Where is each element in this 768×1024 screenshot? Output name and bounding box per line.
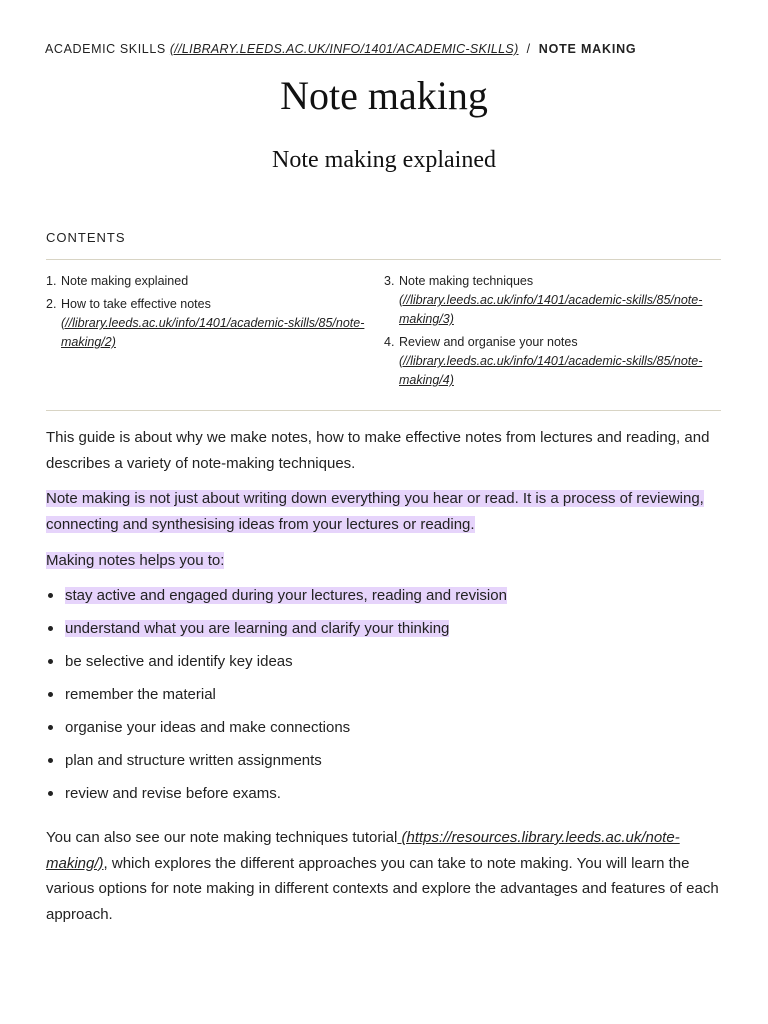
contents-item-number: 1. bbox=[46, 274, 57, 288]
intro-paragraph: This guide is about why we make notes, how to make effective notes from lectures and reading, and describes a variety of note-making techniques. bbox=[46, 429, 710, 472]
contents-column-right bbox=[384, 272, 714, 394]
list-item: be selective and identify key ideas bbox=[46, 649, 726, 682]
helps-intro bbox=[46, 548, 726, 574]
contents-item-link[interactable]: (//library.leeds.ac.uk/info/1401/academic-skills/85/note-making/3) bbox=[399, 293, 703, 326]
highlighted-text: understand what you are learning and clarify your thinking bbox=[65, 620, 450, 637]
contents-item-1 bbox=[46, 272, 376, 291]
highlighted-text: stay active and engaged during your lectures, reading and revision bbox=[65, 587, 507, 604]
highlighted-paragraph bbox=[46, 486, 726, 537]
tutorial-text-before: You can also see our note making techniques tutorial bbox=[46, 829, 398, 846]
breadcrumb-current: NOTE MAKING bbox=[538, 42, 637, 56]
breadcrumb-parent-link[interactable]: (//LIBRARY.LEEDS.AC.UK/INFO/1401/ACADEMIC-SKILLS) bbox=[169, 42, 519, 56]
contents-heading: CONTENTS bbox=[46, 230, 126, 245]
list-item: remember the material bbox=[46, 682, 726, 715]
contents-item-number: 3. bbox=[384, 274, 395, 288]
breadcrumb-parent[interactable]: ACADEMIC SKILLS bbox=[45, 42, 166, 56]
contents-item-number: 4. bbox=[384, 335, 395, 349]
contents-item-3[interactable] bbox=[384, 272, 714, 329]
list-item bbox=[46, 583, 726, 616]
contents-divider-top bbox=[46, 259, 721, 260]
tutorial-text-after: , which explores the different approaches you can take to note making. You will learn the various options for note making in different contexts and explore the advantages and features of each approach. bbox=[46, 854, 719, 923]
contents-divider-bottom bbox=[46, 410, 721, 411]
breadcrumb bbox=[45, 42, 636, 56]
list-item: organise your ideas and make connections bbox=[46, 715, 726, 748]
contents-item-label[interactable]: Review and organise your notes bbox=[399, 335, 578, 349]
tutorial-paragraph bbox=[46, 825, 726, 927]
contents-item-link[interactable]: (//library.leeds.ac.uk/info/1401/academic-skills/85/note-making/4) bbox=[399, 354, 703, 387]
contents-item-label[interactable]: How to take effective notes bbox=[61, 297, 211, 311]
contents-item-4[interactable] bbox=[384, 333, 714, 390]
page-subtitle: Note making explained bbox=[272, 147, 496, 173]
list-item: review and revise before exams. bbox=[46, 781, 726, 814]
contents-item-number: 2. bbox=[46, 297, 57, 311]
highlighted-text: Making notes helps you to: bbox=[46, 552, 225, 569]
highlighted-text: Note making is not just about writing down everything you hear or read. It is a process of reviewing, connecting and synthesising ideas from your lectures or reading. bbox=[46, 490, 704, 533]
list-item bbox=[46, 616, 726, 649]
tutorial-link[interactable]: (https://resources.library.leeds.ac.uk/note-making/) bbox=[46, 829, 680, 872]
benefits-list bbox=[46, 583, 726, 814]
contents-item-label: Note making explained bbox=[61, 274, 189, 288]
breadcrumb-separator: / bbox=[526, 42, 531, 56]
list-item: plan and structure written assignments bbox=[46, 748, 726, 781]
contents-item-2[interactable] bbox=[46, 295, 376, 352]
page-title: Note making bbox=[280, 73, 488, 118]
contents-column-left bbox=[46, 272, 376, 356]
contents-item-label[interactable]: Note making techniques bbox=[399, 274, 534, 288]
contents-item-link[interactable]: (//library.leeds.ac.uk/info/1401/academic-skills/85/note-making/2) bbox=[61, 316, 365, 349]
